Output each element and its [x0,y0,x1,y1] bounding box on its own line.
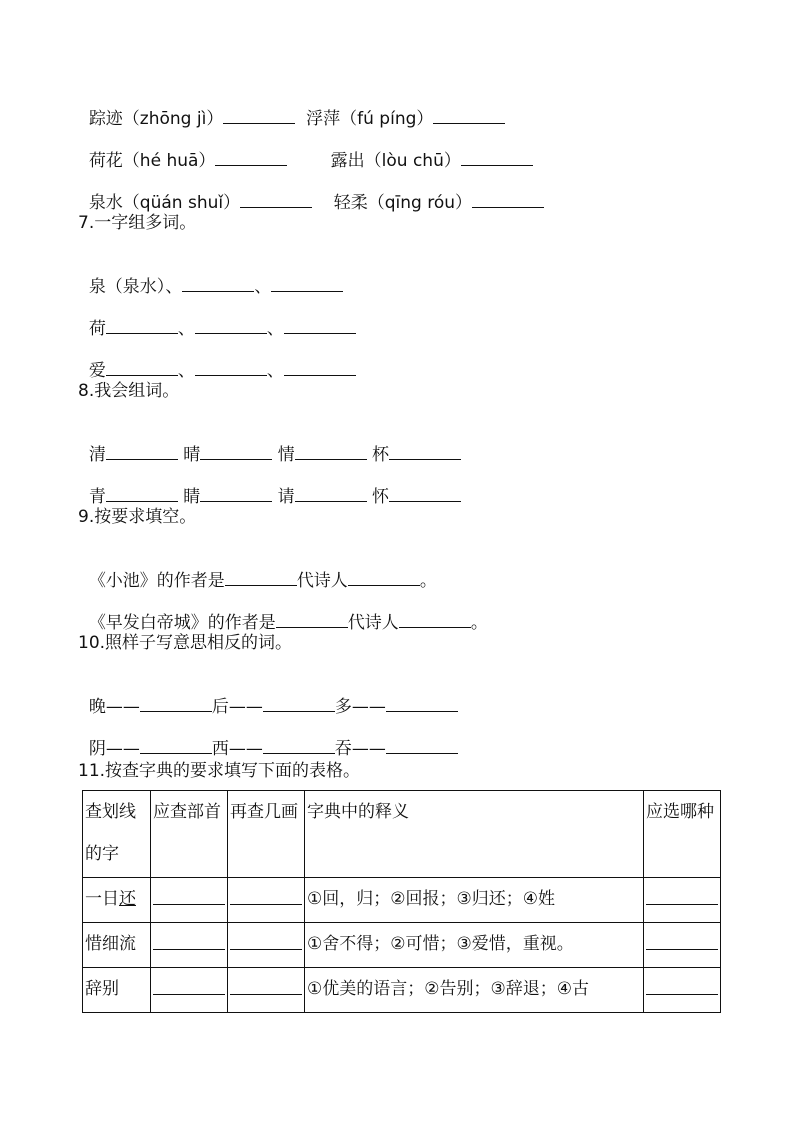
answer-blank[interactable] [106,487,178,502]
answer-blank[interactable] [140,739,212,754]
dash: —— [228,697,263,717]
answer-blank[interactable] [386,739,458,754]
answer-blank[interactable] [195,319,267,334]
answer-blank[interactable] [106,361,178,376]
answer-blank[interactable] [389,487,461,502]
q9-title: 9.按要求填空。 [78,507,197,527]
answer-blank[interactable] [295,487,367,502]
answer-blank[interactable] [240,193,312,208]
answer-cell[interactable] [644,878,721,923]
header-cell: 查划线的字 [83,791,151,878]
answer-blank[interactable] [284,319,356,334]
q9-text: 代诗人 [296,571,348,591]
q8-char: 情 [277,445,295,465]
pinyin-item: 轻柔（qīng róu） [333,193,473,213]
answer-blank[interactable] [284,361,356,376]
meaning-cell: ①回，归；②回报；③归还；④姓 [305,878,644,923]
q9-text: 。 [419,571,437,591]
q8-row-2 [78,464,461,508]
q10-char: 阴 [88,739,106,759]
answer-cell[interactable] [644,968,721,1013]
q7-row-2 [78,296,356,340]
q7-char: 泉（泉水） [88,277,166,297]
q9-line-1 [78,548,437,592]
answer-cell[interactable] [228,878,305,923]
q10-row-2 [78,716,458,760]
q8-char: 睛 [183,487,201,507]
answer-blank[interactable] [276,613,348,628]
pinyin-row-1 [78,86,505,130]
separator: 、 [165,277,183,297]
answer-blank[interactable] [263,697,335,712]
q7-row-1 [78,254,343,298]
answer-cell[interactable] [151,878,228,923]
answer-blank[interactable] [348,571,420,586]
q10-char: 晚 [88,697,106,717]
q10-title: 10.照样子写意思相反的词。 [78,633,293,653]
pinyin-item: 浮萍（fú píng） [306,109,434,129]
pinyin-item: 泉水（qüán shuǐ） [88,193,241,213]
q10-char: 后 [211,697,229,717]
table-row [83,878,721,923]
answer-blank[interactable] [389,445,461,460]
header-cell: 字典中的释义 [305,791,644,878]
answer-cell[interactable] [228,968,305,1013]
table-row [83,968,721,1013]
underlined-char: 还 [119,889,136,909]
answer-blank[interactable] [386,697,458,712]
separator: 、 [266,319,284,339]
q8-char: 晴 [183,445,201,465]
answer-blank[interactable] [263,739,335,754]
answer-blank[interactable] [271,277,343,292]
q9-text: 。 [470,613,488,633]
answer-blank[interactable] [106,445,178,460]
q10-char: 多 [334,697,352,717]
header-cell: 再查几画 [228,791,305,878]
q8-char: 清 [88,445,106,465]
dash: —— [351,739,386,759]
separator: 、 [254,277,272,297]
separator: 、 [266,361,284,381]
answer-blank[interactable] [399,613,471,628]
table-row [83,923,721,968]
q8-char: 怀 [372,487,390,507]
answer-blank[interactable] [140,697,212,712]
answer-blank[interactable] [223,109,295,124]
separator: 、 [177,319,195,339]
dash: —— [228,739,263,759]
q7-char: 爱 [88,361,106,381]
pinyin-item: 荷花（hé huā） [88,151,216,171]
answer-cell[interactable] [151,923,228,968]
q9-line-2 [78,590,488,634]
q7-title: 7.一字组多词。 [78,213,197,233]
q10-char: 西 [211,739,229,759]
phrase-cell [83,923,151,968]
phrase-text: 一日 [85,889,119,909]
q7-row-3 [78,338,356,382]
q10-char: 吞 [334,739,352,759]
q7-char: 荷 [88,319,106,339]
separator: 、 [177,361,195,381]
answer-cell[interactable] [644,923,721,968]
pinyin-item: 踪迹（zhōng jì） [88,109,224,129]
dash: —— [105,697,140,717]
answer-cell[interactable] [151,968,228,1013]
q9-text: 《早发白帝城》的作者是 [88,613,276,633]
answer-blank[interactable] [225,571,297,586]
answer-blank[interactable] [200,487,272,502]
pinyin-item: 露出（lòu chū） [330,151,461,171]
meaning-cell: ①优美的语言；②告别；③辞退；④古 [305,968,644,1013]
answer-blank[interactable] [295,445,367,460]
q10-row-1 [78,674,458,718]
q8-char: 青 [88,487,106,507]
answer-blank[interactable] [195,361,267,376]
header-cell: 应选哪种 [644,791,721,878]
answer-blank[interactable] [433,109,505,124]
q8-title: 8.我会组词。 [78,381,180,401]
dash: —— [351,697,386,717]
phrase-text: 辞别 [85,979,119,999]
pinyin-row-2 [78,128,533,172]
phrase-cell [83,968,151,1013]
answer-blank[interactable] [200,445,272,460]
q11-title: 11.按查字典的要求填写下面的表格。 [78,761,361,781]
dictionary-table [82,790,721,1013]
answer-blank[interactable] [215,151,287,166]
q8-row-1 [78,422,461,466]
meaning-cell: ①舍不得；②可惜；③爱惜，重视。 [305,923,644,968]
answer-cell[interactable] [228,923,305,968]
phrase-cell [83,878,151,923]
q8-char: 杯 [372,445,390,465]
table-header-row [83,791,721,878]
q8-char: 请 [277,487,295,507]
answer-blank[interactable] [461,151,533,166]
q9-text: 《小池》的作者是 [88,571,225,591]
q9-text: 代诗人 [347,613,399,633]
header-cell: 应查部首 [151,791,228,878]
phrase-text: 惜细流 [85,934,136,954]
dash: —— [105,739,140,759]
answer-blank[interactable] [472,193,544,208]
pinyin-row-3 [78,170,544,214]
answer-blank[interactable] [182,277,254,292]
answer-blank[interactable] [106,319,178,334]
